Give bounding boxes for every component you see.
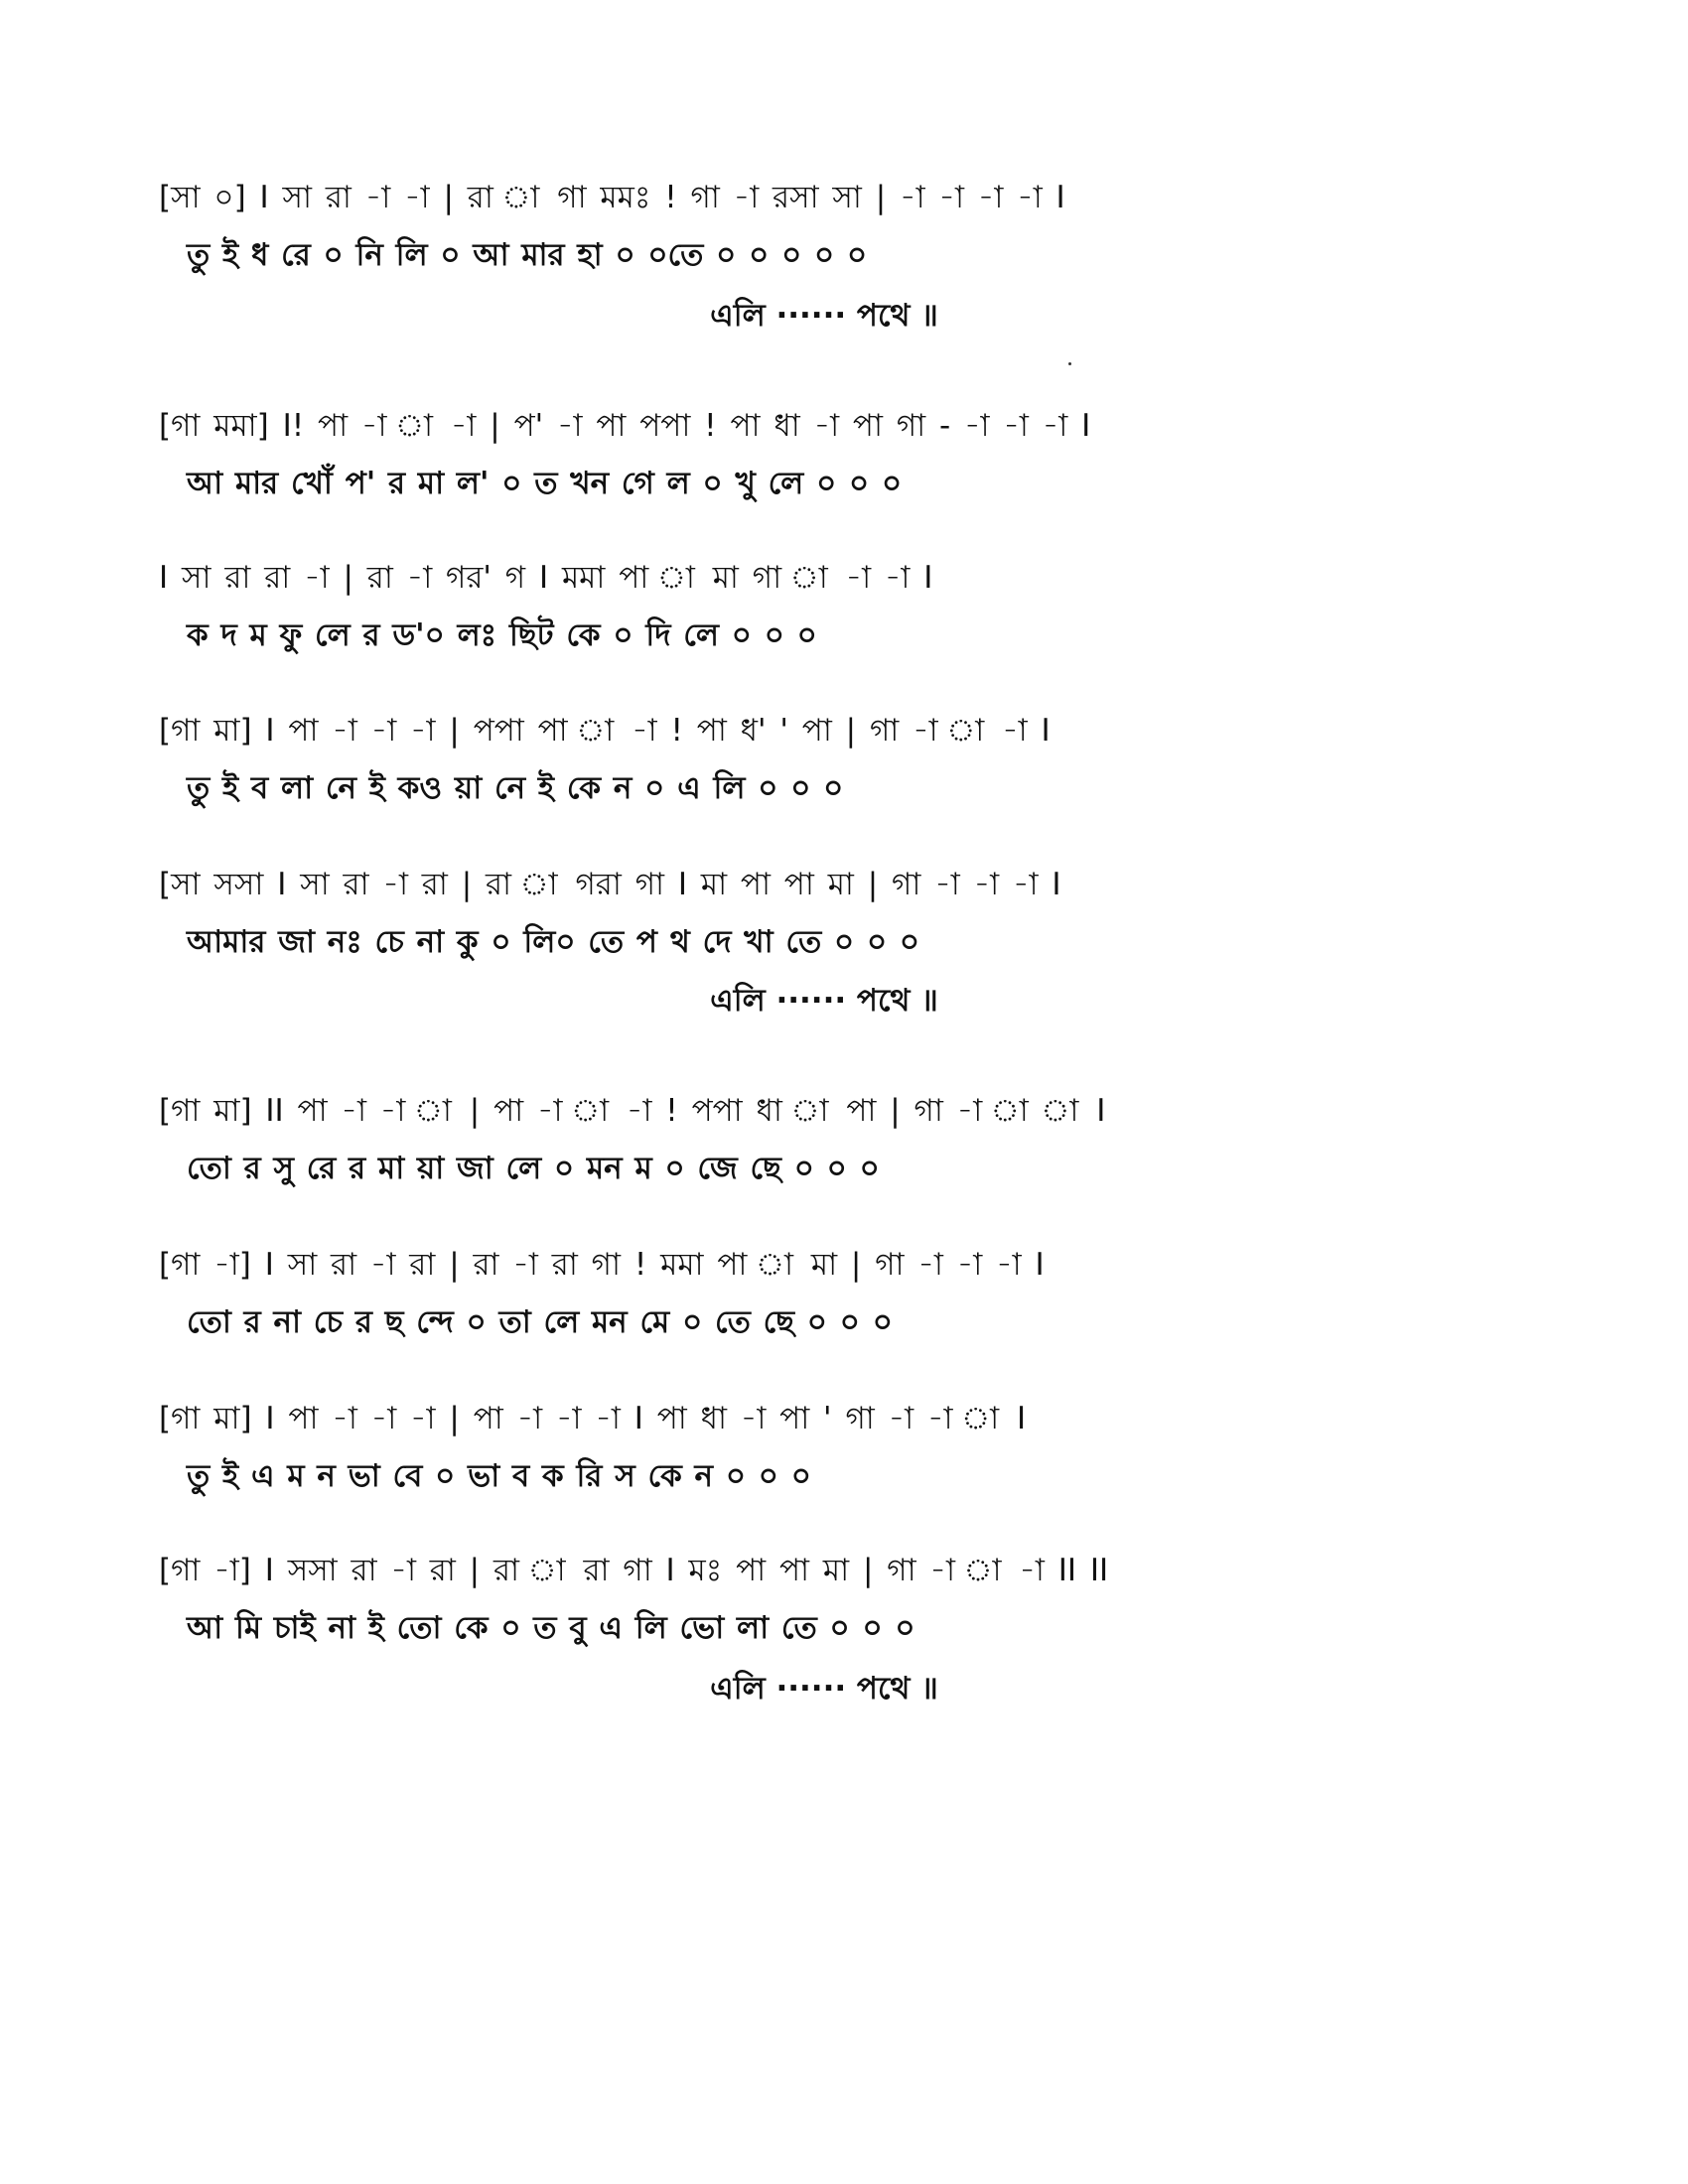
swaralipi-line: [গা মা] II পা -া -া া | পা -া া -া ! পপা ধা া পা | গা -া া া I (159, 1093, 1106, 1129)
notation-section-7 (159, 1236, 1489, 1351)
refrain-line: এলি ······ পথে ॥ (710, 983, 938, 1019)
swaralipi-line: [সা সসা I সা রা -া রা | রা া গরা গা I মা পা পা মা | গা -া -া -া I (159, 867, 1061, 902)
print-speck (1068, 362, 1071, 365)
lyrics-line: তু ই এ ম ন ভা বে ০ ভা ব ক রি স কে ন ০ ০ ০ (187, 1458, 811, 1494)
refrain-line: এলি ······ পথে ॥ (710, 1671, 938, 1706)
notation-section-8 (159, 1390, 1489, 1505)
lyrics-line: তো র না চে র ছ ন্দে ০ তা লে মন মে ০ তে ছে ০ ০ ০ (187, 1304, 893, 1340)
lyrics-line: তো র সু রে র মা য়া জা লে ০ মন ম ০ জে ছে ০ ০ ০ (187, 1151, 880, 1186)
notation-section-3 (159, 549, 1489, 664)
lyrics-line: তু ই ব লা নে ই কও য়া নে ই কে ন ০ এ লি ০ ০ ০ (187, 770, 844, 806)
notation-section-1 (159, 169, 1489, 334)
lyrics-line: আ মি চাই না ই তো কে ০ ত বু এ লি ভো লা তে ০ ০ ০ (187, 1610, 915, 1646)
notation-section-4 (159, 702, 1489, 817)
swaralipi-line: [গা -া] I সসা রা -া রা | রা া রা গা I মঃ পা পা মা | গা -া া -া II II (159, 1553, 1109, 1588)
notation-section-6 (159, 1082, 1489, 1197)
refrain-line: এলি ······ পথে ॥ (710, 298, 938, 334)
notation-section-9 (159, 1542, 1489, 1706)
notation-section-2 (159, 397, 1489, 512)
swaralipi-line: [গা -া] I সা রা -া রা | রা -া রা গা ! মমা পা া মা | গা -া -া -া I (159, 1247, 1045, 1283)
notation-section-5 (159, 856, 1489, 1019)
lyrics-line: আমার জা নঃ চে না কু ০ লি০ তে প থ দে খা তে ০ ০ ০ (187, 924, 920, 960)
lyrics-line: আ মার খোঁ প' র মা ল' ০ ত খন গে ল ০ খু লে ০ ০ ০ (187, 466, 903, 501)
swaralipi-line: I সা রা রা -া | রা -া গর' গ I মমা পা া মা গা া -া -া I (159, 560, 933, 596)
lyrics-line: ক দ ম ফু লে র ড'০ লঃ ছিট কে ০ দি লে ০ ০ ০ (187, 617, 817, 653)
swaralipi-line: [গা মা] I পা -া -া -া | পা -া -া -া I পা ধা -া পা ' গা -া -া া I (159, 1401, 1027, 1436)
swaralipi-line: [গা মমা] I! পা -া া -া | প' -া পা পপা ! পা ধা -া পা গা - -া -া -া I (159, 408, 1091, 444)
swaralipi-line: [সা ০] I সা রা -া -া | রা া গা মমঃ ! গা -া রসা সা | -া -া -া -া I (159, 180, 1065, 215)
lyrics-line: তু ই ধ রে ০ নি লি ০ আ মার হা ০ ০তে ০ ০ ০ ০ ০ (187, 237, 868, 273)
swaralipi-line: [গা মা] I পা -া -া -া | পপা পা া -া ! পা ধ' ' পা | গা -া া -া I (159, 713, 1051, 749)
